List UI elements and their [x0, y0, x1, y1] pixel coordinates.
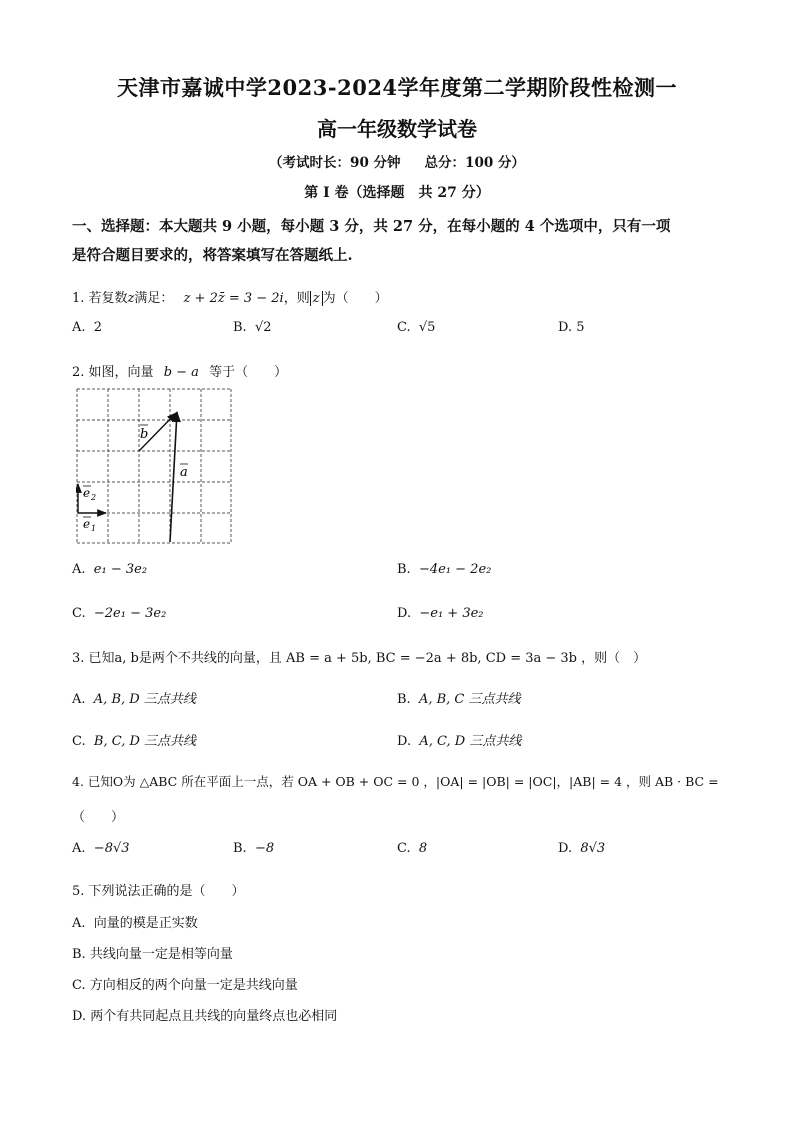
q1-suffix: 为（ ） — [322, 291, 388, 306]
q4-option-c: C. 8 — [397, 841, 428, 856]
total-score: 总分：100 分） — [424, 155, 525, 171]
q1-option-d: D. 5 — [558, 320, 585, 335]
q2-suffix: 等于（ ） — [209, 365, 288, 380]
q2-option-d: D. −e₁ + 3e₂ — [397, 606, 484, 621]
volume-heading: 第 I 卷（选择题 共 27 分） — [304, 185, 490, 201]
q3-option-c: C. B, C, D 三点共线 — [72, 734, 197, 749]
exam-time: （考试时长：90 分钟 — [269, 155, 401, 171]
q1-option-c: C. √5 — [397, 320, 436, 335]
grid-lines — [77, 389, 231, 543]
svg-text:2: 2 — [91, 493, 97, 502]
vector-grid-figure — [76, 388, 234, 546]
q1-option-b: B. √2 — [233, 320, 272, 335]
label-b: b — [140, 427, 149, 442]
q4-option-d: D. 8√3 — [558, 841, 606, 856]
q1-equation: z + 2z̄ = 3 − 2i — [183, 291, 284, 306]
label-a: a — [180, 465, 188, 480]
q5-option-a: A. 向量的模是正实数 — [72, 916, 198, 931]
q4-paren: （ ） — [72, 810, 125, 825]
q2-option-b: B. −4e₁ − 2e₂ — [397, 562, 492, 577]
q2-prefix: 2. 如图，向量 — [72, 365, 154, 380]
exam-title: 天津市嘉诚中学2023-2024学年度第二学期阶段性检测一 — [116, 75, 678, 100]
section-instructions-line1: 一、选择题：本大题共 9 小题，每小题 3 分，共 27 分，在每小题的 4 个选项中，只有一项 — [72, 218, 671, 235]
q1-abs-z: z — [310, 291, 323, 306]
q2-option-c: C. −2e₁ − 3e₂ — [72, 606, 167, 621]
label-e1: e — [83, 517, 91, 531]
q1-prefix: 1. 若复数 — [72, 291, 128, 306]
q1-then: ，则 — [283, 291, 310, 306]
label-e2: e — [83, 486, 91, 500]
q2-option-a: A. e₁ − 3e₂ — [72, 562, 148, 577]
q5-option-d: D. 两个有共同起点且共线的向量终点也必相同 — [72, 1009, 338, 1024]
q1-mid: 满足： — [134, 291, 174, 306]
q1-z: z — [127, 291, 135, 306]
svg-text:1: 1 — [91, 524, 97, 533]
q5-option-b: B. 共线向量一定是相等向量 — [72, 947, 233, 962]
question-1 — [72, 287, 388, 306]
vector-a-arrow — [170, 412, 177, 542]
q5-option-c: C. 方向相反的两个向量一定是共线向量 — [72, 978, 298, 993]
section-instructions-line2: 是符合题目要求的，将答案填写在答题纸上. — [72, 247, 353, 264]
exam-subtitle: 高一年级数学试卷 — [317, 117, 477, 141]
exam-info — [0, 151, 794, 171]
question-2 — [72, 361, 287, 380]
q3-option-a: A. A, B, D 三点共线 — [72, 692, 196, 707]
q1-option-a: A. 2 — [72, 320, 103, 335]
q3-option-b: B. A, B, C 三点共线 — [397, 692, 521, 707]
q3-option-d: D. A, C, D 三点共线 — [397, 734, 522, 749]
question-5: 5. 下列说法正确的是（ ） — [72, 884, 245, 899]
q2-expression: b − a — [163, 365, 199, 380]
question-3: 3. 已知a, b是两个不共线的向量，且 AB = a + 5b, BC = −2a + 8b, CD = 3a − 3b ，则（ ） — [72, 651, 647, 666]
q4-option-a: A. −8√3 — [72, 841, 130, 856]
question-4: 4. 已知O为 △ABC 所在平面上一点，若 OA + OB + OC = 0 ，|OA| = |OB| = |OC|，|AB| = 4 ，则 AB · BC = — [72, 774, 719, 789]
q4-option-b: B. −8 — [233, 841, 275, 856]
